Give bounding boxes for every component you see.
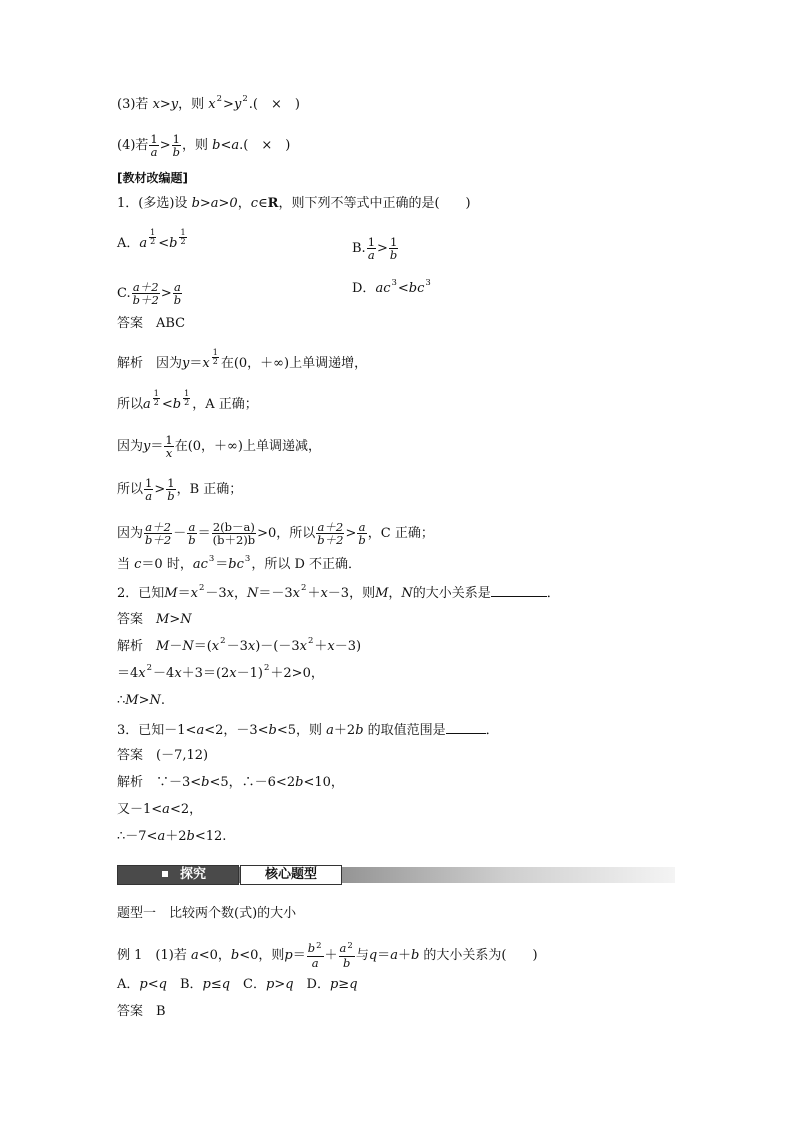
analysis-line: 因为 $\frac{a+2}{b+2}$ － $\frac{a}{b}$ ＝ $\frac{2(b-a)}{(b+2)b}$ >0，所以 $\frac{a+2}{b+2}$ > $\frac{a}{b}$ ，C 正确； <box>117 520 434 547</box>
answer-3: 答案 (－7,12) <box>117 748 209 763</box>
analysis-line: 所以a $^{\frac{1}{2}}$ <b $^{\frac{1}{2}}$ ，A 正确； <box>117 389 258 412</box>
fraction: $\frac{1}{b}$ <box>172 132 181 159</box>
analysis-line: $=4x^2-4x+3=(2x-1)^2+2>0$， <box>117 663 324 681</box>
section-heading: [教材改编题] <box>117 171 188 185</box>
answer-4: 答案 B <box>117 1004 166 1019</box>
analysis-line: 解析 $M-N=(x^2-3x)-(-3x^2+x-3)$ <box>117 636 362 654</box>
answer-blank <box>446 721 486 734</box>
analysis-line: 因为y＝ $\frac{1}{x}$ 在(0，＋∞)上单调递减， <box>117 433 321 460</box>
square-icon <box>162 871 168 877</box>
answer-2: 答案 M>N <box>117 612 192 627</box>
example-1: 例 1 (1)若 a<0，b<0，则p＝ $\frac{b^2}{a}$ ＋ $\frac{a^2}{b}$ 与q＝a＋b 的大小关系为( ) <box>117 941 538 970</box>
section-banner <box>117 865 675 885</box>
question-1: 1．(多选)设 b>a>0，c∈R，则下列不等式中正确的是( ) <box>117 196 471 211</box>
option-c: C. $\frac{a+2}{b+2}$ > $\frac{a}{b}$ <box>117 280 182 307</box>
banner-tab-explore: 探究 <box>117 865 239 885</box>
answer-1: 答案 ABC <box>117 316 186 331</box>
topic-heading: 题型一 比较两个数(式)的大小 <box>117 906 297 921</box>
item-4: (4)若 $\frac{1}{a}$ > $\frac{1}{b}$ ，则 b<a.( × ) <box>117 132 291 159</box>
analysis-line: ∴－7<a＋2b<12. <box>117 829 227 844</box>
analysis-line: ∴M>N. <box>117 693 166 708</box>
question-2: 2．已知$M=x^2-3x$，$N=-3x^2+x-3$，则M，N的大小关系是 ． <box>117 583 560 601</box>
analysis-line: 解析 因为y＝x $^{\frac{1}{2}}$ 在(0，＋∞)上单调递增， <box>117 348 368 371</box>
answer-blank <box>491 584 547 597</box>
example-1-choices: A．p<q B．p≤q C．p>q D．p≥q <box>117 977 358 992</box>
analysis-line: 所以 $\frac{1}{a}$ > $\frac{1}{b}$ ，B 正确； <box>117 476 243 503</box>
fraction: $\frac{1}{a}$ <box>150 132 158 159</box>
analysis-line: 当 c＝0 时，$ac^3=bc^3$，所以 D 不正确． <box>117 554 362 572</box>
item-3: (3)若 x>y，则 $x^2>y^2$.( × ) <box>117 94 300 112</box>
option-b: B. $\frac{1}{a}$ > $\frac{1}{b}$ <box>352 235 398 262</box>
analysis-line: 解析 ∵－3<b<5，∴－6<2b<10， <box>117 775 344 790</box>
analysis-line: 又－1<a<2， <box>117 802 203 817</box>
option-d: D．$ac^3<bc^3$ <box>352 278 431 296</box>
banner-tab-core: 核心题型 <box>240 865 342 885</box>
option-a: A．a $^{\frac{1}{2}}$ <b $^{\frac{1}{2}}$ <box>117 228 186 251</box>
question-3: 3．已知－1<a<2，－3<b<5，则 a＋2b 的取值范围是 ． <box>117 723 499 738</box>
